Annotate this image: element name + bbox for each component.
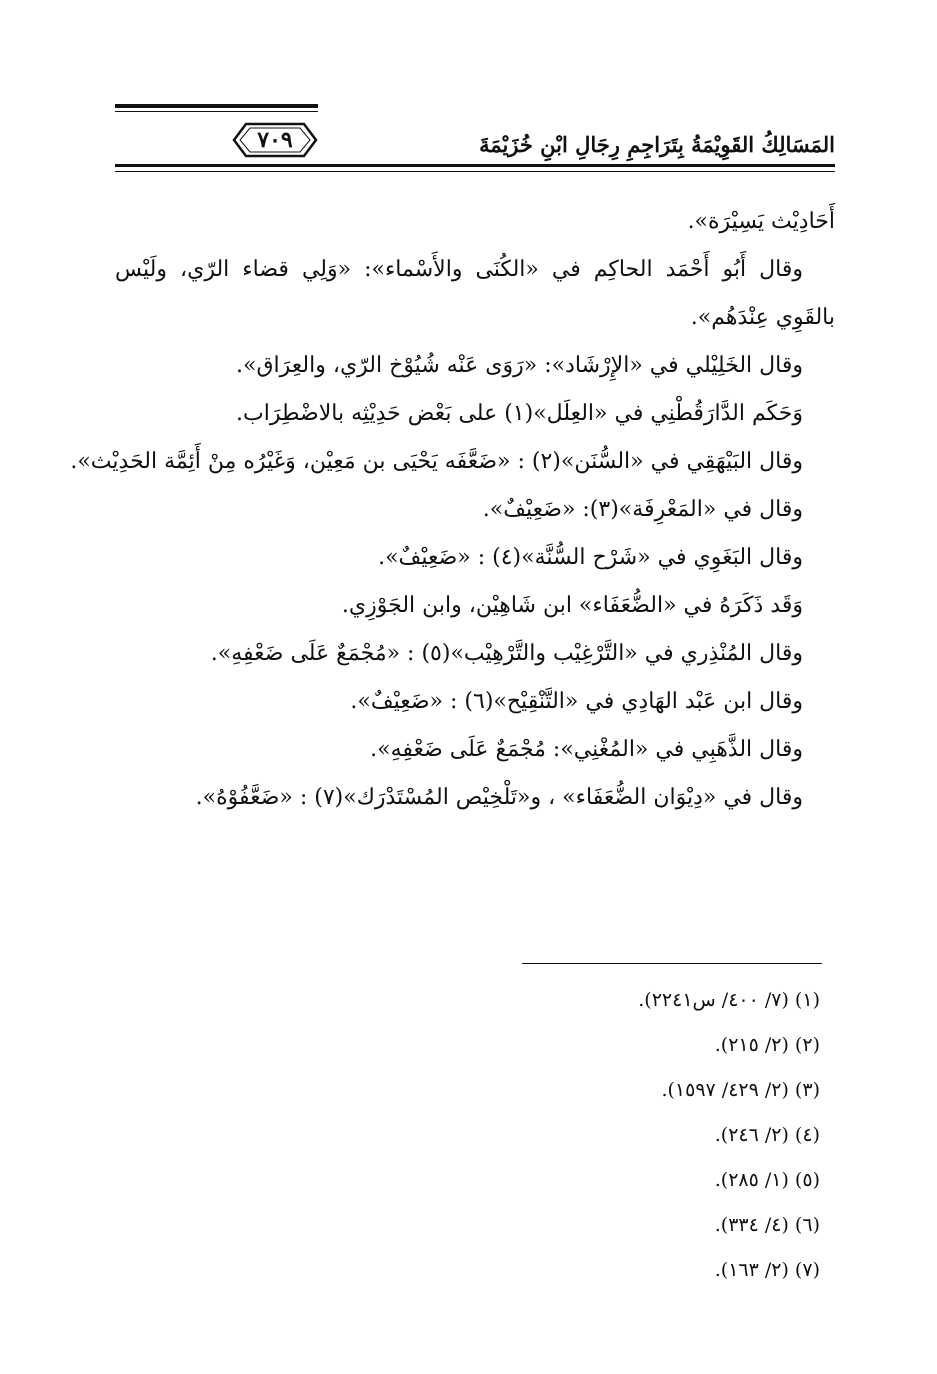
header-rule-thick (115, 104, 318, 108)
footnote-item: (٢) (٢/ ٢١٥). (714, 1034, 820, 1056)
text-line: وقال الذَّهَبِي في «المُغْنِي»: مُجْمَعٌ عَلَى ضَعْفِهِ». (370, 737, 803, 762)
text-line: وَقَد ذَكَرَهُ في «الضُّعَفَاء» ابن شَاهِيْن، وابن الجَوْزِي. (341, 593, 803, 618)
page-number: ٧٠٩ (257, 127, 293, 153)
header-underline-thick (115, 164, 835, 167)
text-line: وَحَكَم الدَّارَقُطْنِي في «العِلَل»(١) على بَعْض حَدِيْثِه بالاضْطِرَاب. (236, 401, 803, 426)
text-line: أَحَادِيْث يَسِيْرَة». (687, 209, 835, 234)
running-title: المَسَالِكُ القَوِيْمَةُ بِتَرَاجِمِ رِجَالِ ابْنِ خُزَيْمَةَ (479, 132, 835, 157)
text-line: وقال الخَلِيْلي في «الإِرْشَاد»: «رَوَى عَنْه شُيُوْخ الرّي، والعِرَاق». (236, 353, 803, 378)
footnotes (115, 978, 820, 1293)
text-line: وقال في «دِيْوَان الضُّعَفَاء» ، و«تَلْخِيْص المُسْتَدْرَك»(٧) : «ضَعَّفُوْهُ». (195, 785, 803, 810)
text-line: وقال أَبُو أَحْمَد الحاكِم في «الكُنَى والأَسْماء»: «وَلِي قضاء الرّي، ولَيْس (115, 257, 803, 282)
text-line: وقال في «المَعْرِفَة»(٣): «ضَعِيْفٌ». (482, 497, 803, 522)
text-line: وقال ابن عَبْد الهَادِي في «التَّنْقِيْح»(٦) : «ضَعِيْفٌ». (350, 689, 803, 714)
footnote-separator (522, 963, 822, 964)
footnote-item: (٧) (٢/ ١٦٣). (714, 1259, 820, 1281)
text-line: وقال البَغَوِي في «شَرْح السُّنَّة»(٤) : «ضَعِيْفٌ». (378, 545, 803, 570)
footnote-item: (٦) (٤/ ٣٣٤). (714, 1214, 820, 1236)
header-underline-thin (115, 171, 835, 172)
text-line: وقال المُنْذِري في «التَّرْغِيْب والتَّرْهِيْب»(٥) : «مُجْمَعٌ عَلَى ضَعْفِهِ». (210, 641, 803, 666)
header-rule-thin (115, 111, 318, 112)
footnote-item: (٤) (٢/ ٢٤٦). (714, 1124, 820, 1146)
text-line: بالقَوِي عِنْدَهُم». (690, 305, 835, 330)
text-line: وقال البَيْهَقِي في «السُّنَن»(٢) : «ضَعَّفَه يَحْيَى بن مَعِيْن، وَغَيْرُه مِنْ أَئِمَّة الحَدِيْث». (70, 449, 803, 474)
footnote-item: (٣) (٢/ ٤٢٩/ ١٥٩٧). (661, 1079, 820, 1101)
footnote-item: (٥) (١/ ٢٨٥). (714, 1169, 820, 1191)
page-number-frame (232, 120, 318, 160)
page-header (115, 96, 835, 186)
main-text (70, 198, 835, 822)
footnote-item: (١) (٧/ ٤٠٠/ س٢٢٤١). (638, 989, 820, 1011)
